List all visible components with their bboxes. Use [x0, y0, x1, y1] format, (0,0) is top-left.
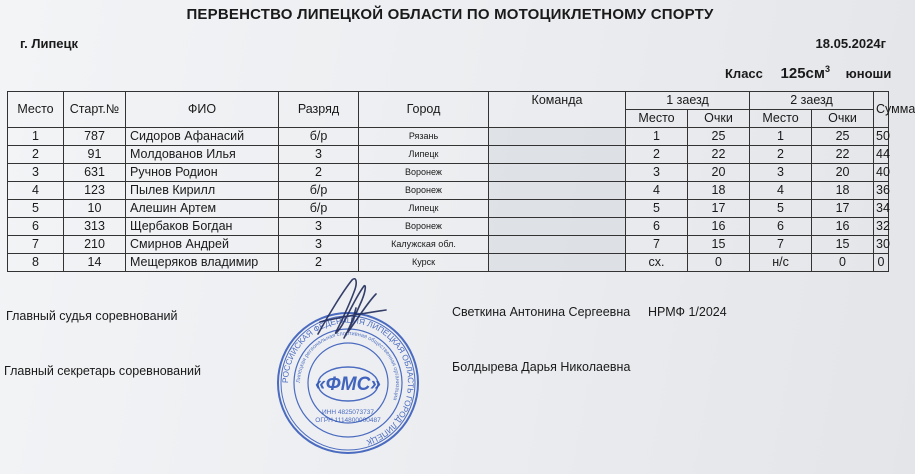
sum-cell: 34 [874, 200, 889, 218]
rank-cell: 3 [279, 146, 359, 164]
heat-1-place-cell: 4 [626, 182, 688, 200]
table-row [8, 182, 889, 200]
heat-2-points-cell: 25 [812, 128, 874, 146]
class-line [725, 64, 891, 82]
rank-cell: 3 [279, 218, 359, 236]
rank-cell: б/р [279, 182, 359, 200]
secretary-label: Главный секретарь соревнований [4, 364, 201, 378]
team-cell [489, 128, 626, 146]
rank-cell: б/р [279, 128, 359, 146]
class-group: юноши [845, 66, 892, 81]
city-cell: Курск [359, 254, 489, 272]
class-superscript: 3 [824, 64, 830, 74]
table-row [8, 200, 889, 218]
fio-cell: Мещеряков владимир [126, 254, 279, 272]
heat-2-place-cell: 1 [750, 128, 812, 146]
team-cell [489, 200, 626, 218]
heat-1-points-cell: 18 [688, 182, 750, 200]
class-value: $125см^3$ [780, 64, 830, 82]
judge-code: НРМФ 1/2024 [648, 305, 727, 319]
results-table [7, 91, 915, 272]
stamp-ogrn: ОГРН 1114800000487 [315, 417, 381, 424]
header-place: Место [8, 92, 64, 128]
city-cell: Рязань [359, 128, 489, 146]
header-start-no: Старт.№ [64, 92, 126, 128]
class-label: Класс [725, 66, 763, 81]
rank-cell: б/р [279, 200, 359, 218]
header-heat-2: 2 заезд [750, 92, 874, 110]
heat-1-points-cell: 16 [688, 218, 750, 236]
start-no-cell: 313 [64, 218, 126, 236]
stamp-inner-ring-text: Липецкая региональная спортивная общественная организация [295, 330, 401, 401]
heat-2-place-cell: 6 [750, 218, 812, 236]
team-cell [489, 146, 626, 164]
place-cell: 2 [8, 146, 64, 164]
header-city: Город [359, 92, 489, 128]
place-cell: 6 [8, 218, 64, 236]
heat-2-place-cell: н/с [750, 254, 812, 272]
rank-cell: 2 [279, 254, 359, 272]
heat-2-points-cell: 0 [812, 254, 874, 272]
heat-2-points-cell: 17 [812, 200, 874, 218]
header-fio: ФИО [126, 92, 279, 128]
heat-1-points-cell: 15 [688, 236, 750, 254]
table-row [8, 128, 889, 146]
heat-2-points-cell: 16 [812, 218, 874, 236]
city-cell: Воронеж [359, 164, 489, 182]
start-no-cell: 91 [64, 146, 126, 164]
fio-cell: Щербаков Богдан [126, 218, 279, 236]
heat-1-place-cell: 5 [626, 200, 688, 218]
place-cell: 3 [8, 164, 64, 182]
start-no-cell: 787 [64, 128, 126, 146]
header-heat-1-place: Место [626, 110, 688, 128]
header-team: Команда [489, 92, 626, 128]
header-rank: Разряд [279, 92, 359, 128]
place-cell: 1 [8, 128, 64, 146]
fio-cell: Ручнов Родион [126, 164, 279, 182]
secretary-name: Болдырева Дарья Николаевна [452, 360, 631, 374]
table-row [8, 236, 889, 254]
sum-cell: 0 [874, 254, 889, 272]
judge-label: Главный судья соревнований [6, 309, 178, 323]
fio-cell: Пылев Кирилл [126, 182, 279, 200]
sum-cell: 50 [874, 128, 889, 146]
stamp-inn: ИНН 4825073737 [321, 409, 375, 416]
table-row [8, 146, 889, 164]
sum-cell: 32 [874, 218, 889, 236]
team-cell [489, 254, 626, 272]
city-cell: Липецк [359, 200, 489, 218]
heat-2-points-cell: 20 [812, 164, 874, 182]
start-no-cell: 14 [64, 254, 126, 272]
header-sum: Сумма [874, 92, 889, 128]
heat-2-place-cell: 5 [750, 200, 812, 218]
sum-cell: 40 [874, 164, 889, 182]
team-cell [489, 236, 626, 254]
heat-2-points-cell: 22 [812, 146, 874, 164]
team-cell [489, 164, 626, 182]
header-heat-1-points: Очки [688, 110, 750, 128]
rank-cell: 3 [279, 236, 359, 254]
header-heat-2-points: Очки [812, 110, 874, 128]
header-heat-2-place: Место [750, 110, 812, 128]
fio-cell: Молдованов Илья [126, 146, 279, 164]
start-no-cell: 210 [64, 236, 126, 254]
heat-2-place-cell: 4 [750, 182, 812, 200]
city-cell: Липецк [359, 146, 489, 164]
judge-signature [300, 272, 410, 352]
start-no-cell: 123 [64, 182, 126, 200]
fio-cell: Алешин Артем [126, 200, 279, 218]
heat-1-points-cell: 22 [688, 146, 750, 164]
heat-2-place-cell: 2 [750, 146, 812, 164]
fio-cell: Сидоров Афанасий [126, 128, 279, 146]
city-label: г. Липецк [20, 36, 79, 51]
place-cell: 4 [8, 182, 64, 200]
header-heat-1: 1 заезд [626, 92, 750, 110]
stamp-ring-text: РОССИЙСКАЯ ФЕДЕРАЦИЯ ЛИПЕЦКАЯ ОБЛАСТЬ ГОРОД ЛИПЕЦК [280, 315, 416, 447]
heat-2-place-cell: 3 [750, 164, 812, 182]
sum-cell: 44 [874, 146, 889, 164]
heat-1-place-cell: 3 [626, 164, 688, 182]
place-cell: 7 [8, 236, 64, 254]
date-label: 18.05.2024г [815, 36, 886, 51]
heat-2-points-cell: 18 [812, 182, 874, 200]
judge-name: Светкина Антонина Сергеевна [452, 305, 631, 319]
place-cell: 8 [8, 254, 64, 272]
start-no-cell: 631 [64, 164, 126, 182]
document-title: ПЕРВЕНСТВО ЛИПЕЦКОЙ ОБЛАСТИ ПО МОТОЦИКЛЕТНОМУ СПОРТУ [186, 6, 714, 23]
heat-1-points-cell: 17 [688, 200, 750, 218]
city-cell: Воронеж [359, 218, 489, 236]
heat-1-points-cell: 20 [688, 164, 750, 182]
heat-1-place-cell: сх. [626, 254, 688, 272]
rank-cell: 2 [279, 164, 359, 182]
start-no-cell: 10 [64, 200, 126, 218]
place-cell: 5 [8, 200, 64, 218]
stamp-center-text: «ФМС» [315, 374, 381, 395]
table-row [8, 164, 889, 182]
fio-cell: Смирнов Андрей [126, 236, 279, 254]
heat-1-place-cell: 1 [626, 128, 688, 146]
heat-1-place-cell: 6 [626, 218, 688, 236]
sum-cell: 36 [874, 182, 889, 200]
team-cell [489, 218, 626, 236]
heat-1-points-cell: 0 [688, 254, 750, 272]
sum-cell: 30 [874, 236, 889, 254]
city-cell: Воронеж [359, 182, 489, 200]
heat-2-place-cell: 7 [750, 236, 812, 254]
city-cell: Калужская обл. [359, 236, 489, 254]
heat-1-place-cell: 2 [626, 146, 688, 164]
heat-1-points-cell: 25 [688, 128, 750, 146]
heat-1-place-cell: 7 [626, 236, 688, 254]
team-cell [489, 182, 626, 200]
table-row [8, 254, 889, 272]
table-row [8, 218, 889, 236]
heat-2-points-cell: 15 [812, 236, 874, 254]
